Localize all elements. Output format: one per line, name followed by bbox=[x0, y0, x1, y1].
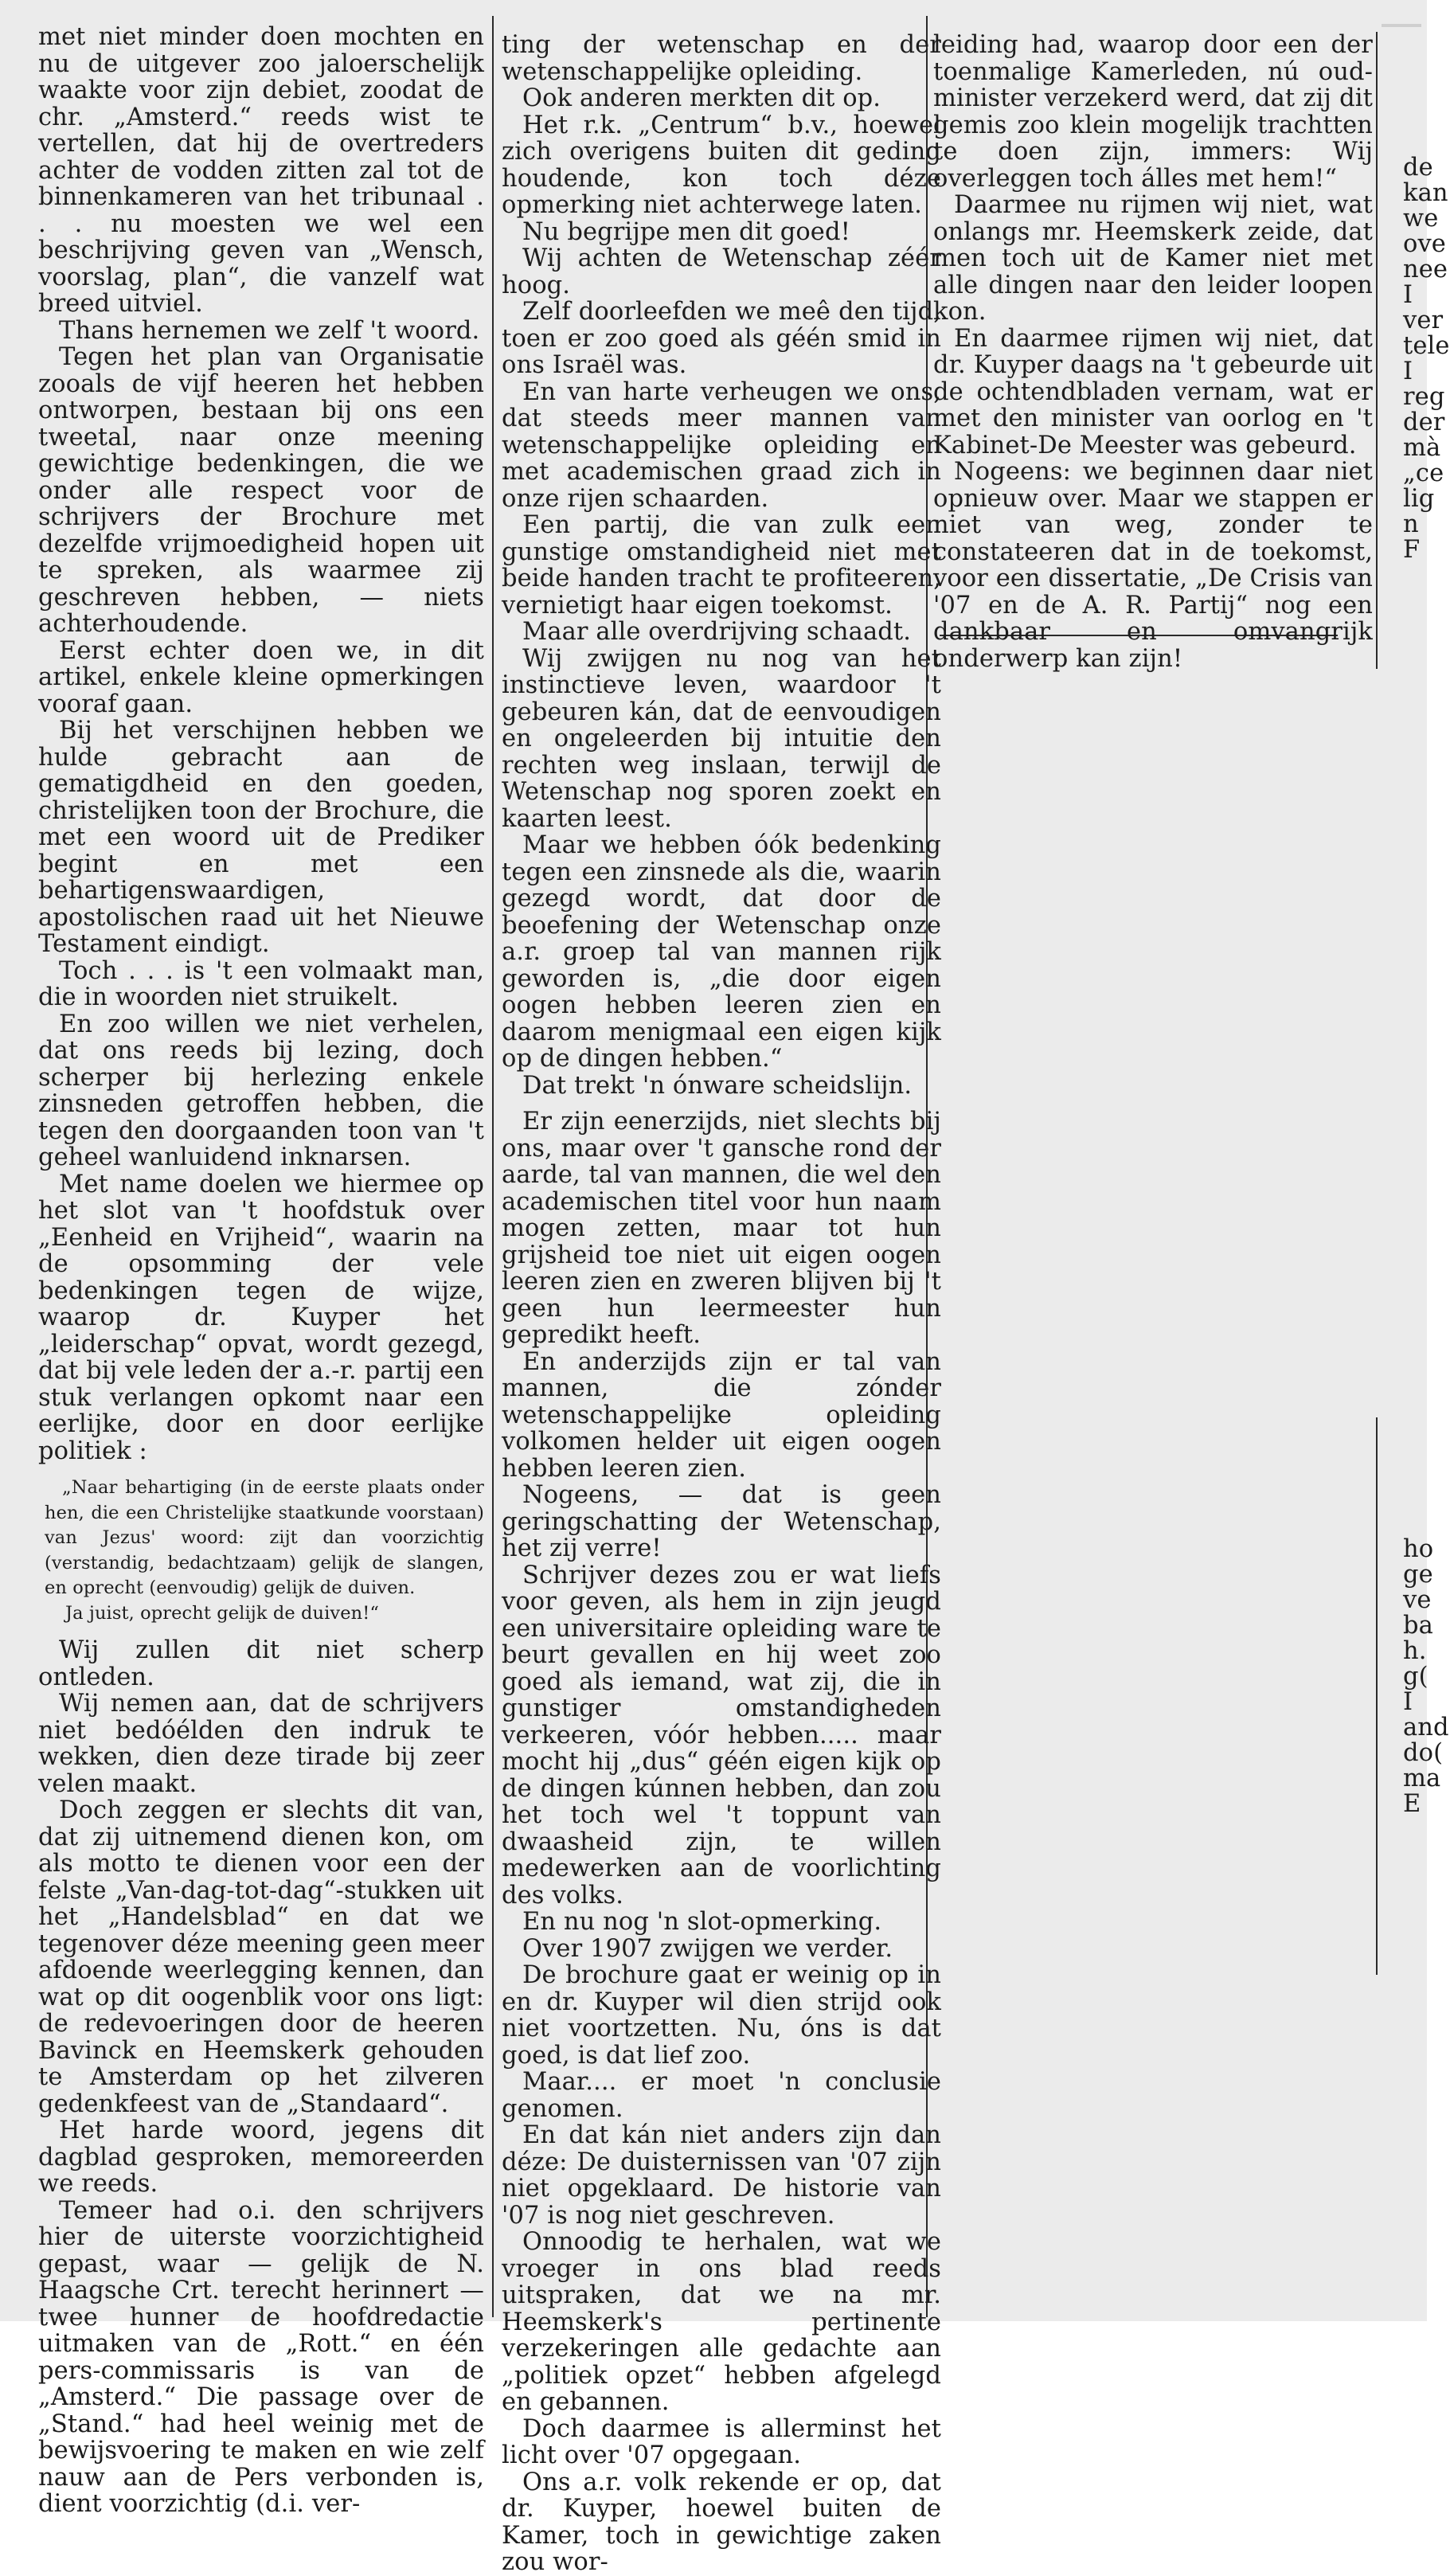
fragment: h. bbox=[1403, 1637, 1427, 1665]
paragraph: Ons a.r. volk rekende er op, dat dr. Kuyper, hoewel buiten de Kamer, toch in gewichtige zaken zou wor- bbox=[502, 2468, 941, 2576]
fragment: ver bbox=[1403, 307, 1444, 334]
quotation: Ja juist, oprecht gelijk de duiven!“ bbox=[65, 1602, 379, 1624]
fragment: mà bbox=[1403, 434, 1441, 462]
paragraph: Met name doelen we hiermee op het slot van 't hoofdstuk over „Eenheid en Vrijheid“, waarin na de opsomming der vele bedenkingen tegen de wijze, waarop dr. Kuyper het „leiderschap“ opvat, wordt gezegd, dat bij vele leden der a.-r. partij een stuk verlangen opkomt naar een eerlijke, door en door eerlijke politiek : bbox=[38, 1170, 484, 1465]
paragraph: leiding had, waarop door een der toenmalige Kamerleden, nú oud-minister verzekerd werd, dat zij dit gemis zoo klein mogelijk trachtten te doen zijn, immers: Wij overleggen toch álles met hem!“ bbox=[933, 31, 1373, 193]
fragment: ge bbox=[1403, 1561, 1433, 1589]
paragraph: Doch zeggen er slechts dit van, dat zij uitnemend dienen kon, om als motto te dienen voor een der felste „Van-dag-tot-dag“-stukken uit het „Handelsblad“ en dat we tegenover déze meening geen meer afdoende weerlegging kennen, dan wat op dit oogenblik voor ons ligt: de redevoeringen door de heeren Bavinck en Heemskerk gehouden te Amsterdam op het zilveren gedenkfeest van de „Standaard“. bbox=[38, 1796, 484, 2118]
article-column-1 bbox=[38, 23, 484, 2518]
fragment: kan bbox=[1403, 179, 1448, 207]
paragraph: Zelf doorleefden we meê den tijd, toen er zoo goed als géén smid in ons Israël was. bbox=[502, 298, 941, 379]
paragraph: En anderzijds zijn er tal van mannen, die zónder wetenschappelijke opleiding volkomen helder uit eigen oogen hebben leeren zien. bbox=[502, 1347, 941, 1483]
edge-fragments-bottom bbox=[1382, 1535, 1449, 1951]
fragment: ma bbox=[1403, 1765, 1441, 1792]
fragment: I bbox=[1403, 358, 1413, 385]
paragraph: Er zijn eenerzijds, niet slechts bij ons, maar over 't gansche rond der aarde, tal van mannen, die wel den academischen titel voor hun naam mogen zetten, maar tot hun grijsheid toe niet uit eigen oogen leeren zien en zweren blijven bij 't geen hun leermeester hun gepredikt heeft. bbox=[502, 1108, 941, 1349]
paragraph: Daarmee nu rijmen wij niet, wat onlangs mr. Heemskerk zeide, dat men toch uit de Kamer niet met alle dingen naar den leider loopen kon. bbox=[933, 191, 1373, 326]
paragraph: Maar we hebben óók bedenking tegen een zinsnede als die, waarin gezegd wordt, dat door de beoefening der Wetenschap onze a.r. groep tal van mannen rijk geworden is, „die door eigen oogen hebben leeren zien en daarom menigmaal een eigen kijk op de dingen hebben.“ bbox=[502, 831, 941, 1073]
fragment: F bbox=[1403, 536, 1421, 564]
fragment: I bbox=[1403, 281, 1413, 309]
paragraph: Toch . . . is 't een volmaakt man, die in woorden niet struikelt. bbox=[38, 956, 484, 1011]
edge-fragments-top bbox=[1382, 154, 1450, 569]
fragment: I bbox=[1403, 1688, 1413, 1716]
paragraph: ting der wetenschap en der wetenschappelijke opleiding. bbox=[502, 31, 941, 86]
fragment: lig bbox=[1403, 485, 1435, 513]
fragment: ove bbox=[1403, 230, 1446, 258]
fragment: do( bbox=[1403, 1739, 1444, 1767]
paragraph: Ook anderen merkten dit op. bbox=[522, 84, 881, 112]
paragraph: Doch daarmee is allerminst het licht over '07 opgegaan. bbox=[502, 2414, 941, 2469]
article-column-2 bbox=[502, 31, 941, 2576]
paragraph: En daarmee rijmen wij niet, dat dr. Kuyper daags na 't gebeurde uit de ochtendbladen vernam, wat er met den minister van oorlog en 't Kabinet-De Meester was gebeurd. bbox=[933, 324, 1373, 459]
paragraph: Wij zullen dit niet scherp ontleden. bbox=[38, 1636, 484, 1691]
column-divider bbox=[492, 16, 494, 2317]
paragraph: Maar alle overdrijving schaadt. bbox=[522, 618, 912, 646]
column-divider bbox=[1376, 1417, 1378, 1975]
paragraph: Nogeens, — dat is geen geringschatting der Wetenschap, het zij verre! bbox=[502, 1481, 941, 1562]
fragment: n bbox=[1403, 510, 1419, 538]
paragraph: Temeer had o.i. den schrijvers hier de uiterste voorzichtigheid gepast, waar — gelijk de N. Haagsche Crt. terecht herinnert — twee hunner de hoofdredactie uitmaken van de „Rott.“ en één pers-commissaris is van de „Amsterd.“ Die passage over de „Stand.“ had heel weinig met de bewijsvoering te maken en wie zelf nauw aan de Pers verbonden is, dient voorzichtig (d.i. ver- bbox=[38, 2196, 484, 2518]
column-divider bbox=[1376, 32, 1378, 669]
paragraph: Over 1907 zwijgen we verder. bbox=[522, 1934, 893, 1963]
paragraph: De brochure gaat er weinig op in en dr. Kuyper wil dien strijd ook niet voortzetten. Nu, óns is dat goed, is dat lief zoo. bbox=[502, 1961, 941, 2070]
paragraph: Thans hernemen we zelf 't woord. bbox=[59, 316, 480, 345]
paragraph: Het r.k. „Centrum“ b.v., hoewel zich overigens buiten dit geding houdende, kon toch déze opmerking niet achterwege laten. bbox=[502, 111, 941, 219]
paragraph: Maar.... er moet 'n conclusie genomen. bbox=[502, 2068, 941, 2123]
fragment: nee bbox=[1403, 256, 1448, 283]
paragraph: Bij het verschijnen hebben we hulde gebracht aan de gematigdheid en den goeden, christelijken toon der Brochure, die met een woord uit de Prediker begint en met een behartigenswaardigen, apostolischen raad uit het Nieuwe Testament eindigt. bbox=[38, 717, 484, 958]
paragraph: En nu nog 'n slot-opmerking. bbox=[522, 1908, 882, 1936]
paragraph: Eerst echter doen we, in dit artikel, enkele kleine opmerkingen vooraf gaan. bbox=[38, 636, 484, 718]
paragraph: Nu begrijpe men dit goed! bbox=[522, 217, 850, 246]
paragraph: Tegen het plan van Organisatie zooals de vijf heeren het hebben ontworpen, bestaan bij ons een tweetal, naar onze meening gewichtige bedenkingen, die we onder alle respect voor de schrijvers der Brochure met dezelfde vrijmoedigheid hopen uit te spreken, als waarmee zij geschreven hebben, — niets achterhoudende. bbox=[38, 343, 484, 638]
fragment: and bbox=[1403, 1714, 1449, 1741]
paragraph: Schrijver dezes zou er wat liefs voor geven, als hem in zijn jeugd een universitaire opleiding ware te beurt gevallen en hij weet zoo goed als iemand, wat zij, die in gunstiger omstandigheden verkeeren, vóór hebben..... maar mocht hij „dus“ géén eigen kijk op de dingen kúnnen hebben, dan zou het toch wel 't toppunt van dwaasheid zijn, te willen medewerken aan de voorlichting des volks. bbox=[502, 1561, 941, 1910]
fragment: ho bbox=[1403, 1535, 1434, 1563]
fragment: we bbox=[1403, 205, 1439, 233]
paragraph: Wij zwijgen nu nog van het instinctieve leven, waardoor 't gebeuren kán, dat de eenvoudigen en ongeleerden bij intuitie den rechten weg inslaan, terwijl de Wetenschap nog sporen zoekt en kaarten leest. bbox=[502, 644, 941, 833]
paragraph: Dat trekt 'n ónware scheidslijn. bbox=[522, 1071, 913, 1100]
paragraph: Onnoodig te herhalen, wat we vroeger in ons blad reeds uitspraken, dat we na mr. Heemskerk's pertinente verzekeringen alle gedachte aan „politiek opzet“ hebben afgelegd en gebannen. bbox=[502, 2228, 941, 2416]
torn-edge bbox=[1382, 24, 1421, 27]
paragraph: Wij nemen aan, dat de schrijvers niet bedóélden den indruk te wekken, dien deze tirade bij zeer velen maakt. bbox=[38, 1690, 484, 1798]
fragment: reg bbox=[1403, 383, 1445, 411]
quotation: „Naar behartiging (in de eerste plaats onder hen, die een Christelijke staatkunde voorstaan) van Jezus' woord: zijt dan voorzichtig (verstandig, bedachtzaam) gelijk de slangen, en oprecht (eenvoudig) gelijk de duiven. bbox=[45, 1477, 484, 1598]
paragraph: En zoo willen we niet verhelen, dat ons reeds bij lezing, doch scherper bij herlezing enkele zinsneden getroffen hebben, die tegen den doorgaanden toon van 't geheel wanluidend inknarsen. bbox=[38, 1010, 484, 1171]
fragment: „ce bbox=[1403, 459, 1444, 487]
paragraph: En van harte verheugen we ons, dat steeds meer mannen van wetenschappelijke opleiding en met academischen graad zich in onze rijen schaarden. bbox=[502, 377, 941, 513]
fragment: tele bbox=[1403, 332, 1450, 360]
paragraph: En dat kán niet anders zijn dan déze: De duisternissen van '07 zijn niet opgeklaard. De historie van '07 is nog niet geschreven. bbox=[502, 2121, 941, 2230]
fragment: ba bbox=[1403, 1612, 1433, 1640]
article-column-3 bbox=[933, 31, 1373, 673]
paragraph: met niet minder doen mochten en nu de uitgever zoo jaloerschelijk waakte voor zijn debiet, zoodat de chr. „Amsterd.“ reeds wist te vertellen, dat hij de overtreders achter de vodden zitten zal tot de binnenkameren van het tribunaal . . . nu moesten we wel een beschrijving geven van „Wensch, voorslag, plan“, die vanzelf wat breed uitviel. bbox=[38, 23, 484, 318]
paragraph: Het harde woord, jegens dit dagblad gesproken, memoreerden we reeds. bbox=[38, 2117, 484, 2198]
fragment: de bbox=[1403, 154, 1433, 182]
paragraph: Een partij, die van zulk een gunstige omstandigheid niet met beide handen tracht te profiteeren, vernietigt haar eigen toekomst. bbox=[502, 511, 941, 620]
fragment: g( bbox=[1403, 1663, 1429, 1691]
fragment: E bbox=[1403, 1790, 1421, 1818]
fragment: ve bbox=[1403, 1586, 1432, 1614]
paragraph: Wij achten de Wetenschap zéér hoog. bbox=[502, 244, 941, 299]
fragment: der bbox=[1403, 408, 1445, 436]
paragraph: Nogeens: we beginnen daar niet opnieuw over. Maar we stappen er niet van weg, zonder te constateeren dat in de toekomst, voor een dissertatie, „De Crisis van '07 en de A. R. Partij“ nog een dankbaar en omvangrijk onderwerp kan zijn! bbox=[933, 458, 1373, 673]
